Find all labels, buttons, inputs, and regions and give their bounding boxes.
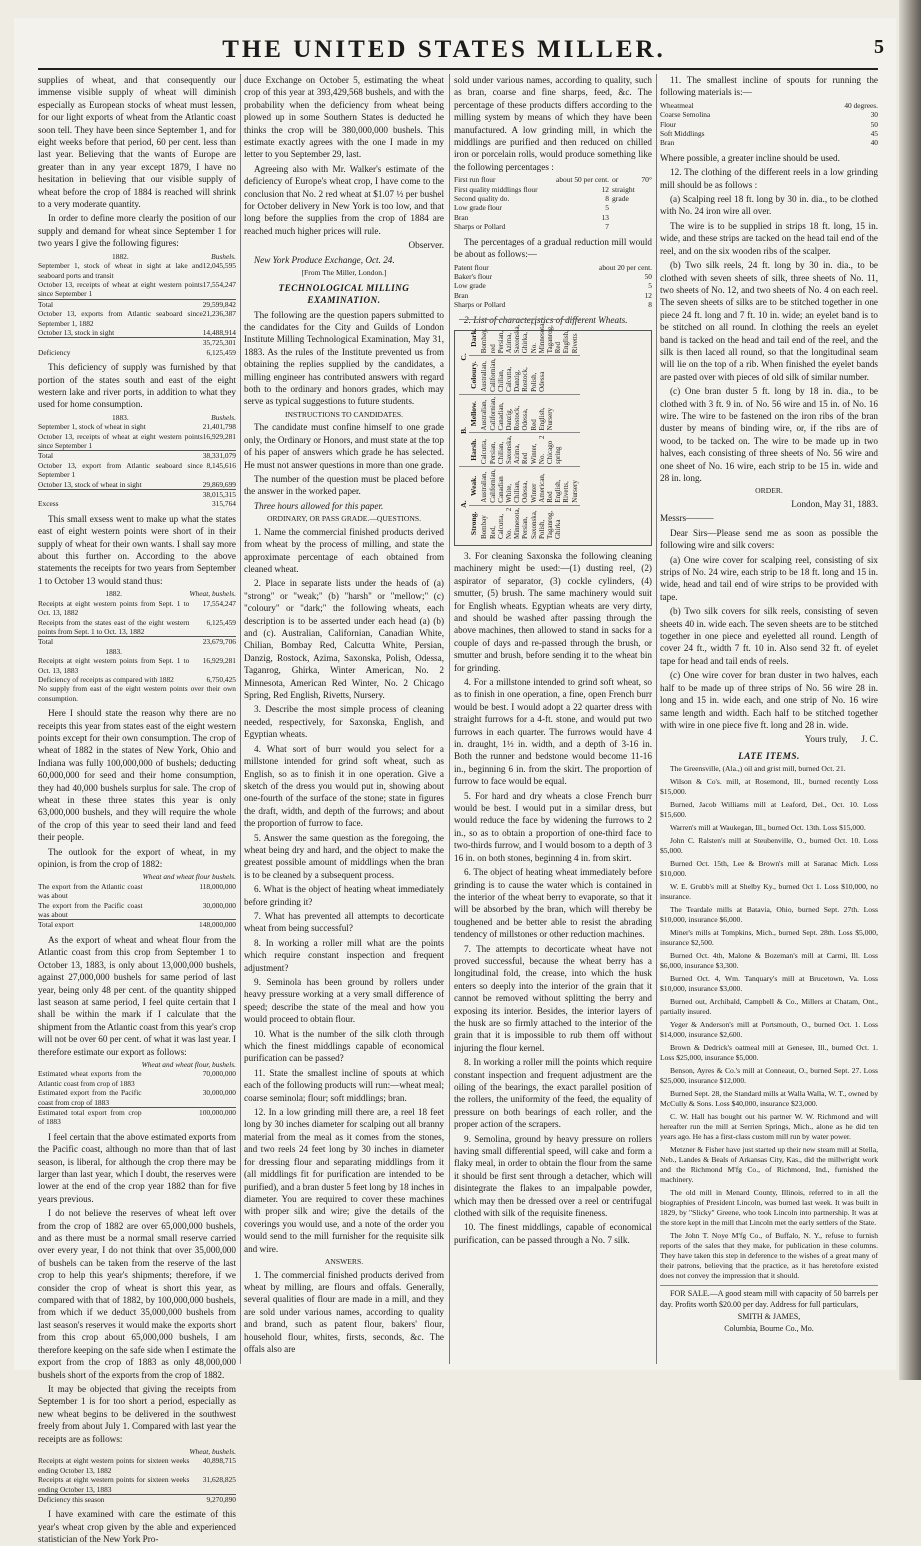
masthead-title: THE UNITED STATES MILLER.	[222, 36, 666, 63]
table-row	[38, 490, 236, 500]
row-value: 12	[601, 184, 609, 194]
question: 9. Seminola has been ground by rollers under heavy pressure working at a very small difference of speed; describe the state of the meal and how you would proceed to obtain flour.	[244, 977, 444, 1025]
table-row	[38, 348, 236, 357]
table-row	[38, 618, 236, 637]
table-row	[38, 1456, 236, 1475]
paragraph: I feel certain that the above estimated exports from the Pacific coast, although no more than that of last season, is liberal, for although the crop there may be larger than last year, which I doubt, the reserves were lower at the end of the crop year 1882 than for five years previous.	[38, 1131, 236, 1204]
table-row	[38, 451, 236, 461]
row-note: or 70° straight grade	[612, 175, 652, 204]
row-label: Coarse Semolina	[660, 110, 711, 120]
answer: 11. The smallest incline of spouts for running the following materials is:—	[660, 75, 878, 98]
table-row	[38, 882, 236, 901]
question: 2. Place in separate lists under the heads of (a) "strong" or "weak;" (b) "harsh" or "mellow;" (c) "coloury" or "dark;" the following wheats, each description is to be asserted under each head (a) (b) and (c). Australian, Californian, Canadian White, Chilian, Bombay Red, Calcutta White, Persian, Danzig, Rostock, Azima, Saxonska, Polish, Odessa, Taganrog, Ghirka, Winter American, No. 2 Minnesota, American Red Winter, No. 2 Chicago Spring, Red English, Rivetts, Nursery.	[244, 578, 444, 701]
paragraph: Where possible, a greater incline should be used.	[660, 152, 840, 163]
column-rule	[449, 74, 450, 1364]
question: 10. What is the number of the silk cloth through which the finest middlings capable of economical purification can be passed?	[244, 1028, 444, 1064]
row-label: Deficiency of receipts as compared with 1882	[38, 674, 174, 684]
answer: 1. The commercial finished products derived from wheat by milling, are flours and offals. Generally, several qualities of flour are made in a mill, and they are sold under various names, according to quality and brand, such as patent flour, bakers' flour, household flour, whites, firsts, seconds, &c. The offals also are	[244, 1269, 444, 1354]
table-row	[38, 261, 236, 280]
row-label: October 13, receipts of wheat at eight western points since September 1	[38, 279, 203, 299]
row-value: 40,898,715	[202, 1456, 236, 1466]
list-item: The Greensville, (Ala.,) oil and grist mill, burned Oct. 21.	[670, 764, 846, 774]
row-label: October 13, stock of wheat in sight	[38, 479, 142, 489]
row-value: 35,725,301	[202, 338, 236, 348]
book-binding-edge	[899, 0, 921, 1380]
row-label: Estimated export from the Pacific coast from crop of 1883	[38, 1088, 142, 1107]
question: 5. Answer the same question as the foregoing, the wheat being dry and hard, and the object to make the greatest possible amount of middlings when the bran is to be cleaned by a subsequent process.	[244, 832, 444, 880]
question: 11. State the smallest incline of spouts at which each of the following products will run:—wheat meal; coarse seminola; flour; soft middlings; bran.	[244, 1067, 444, 1103]
row-label: Receipts at eight western points for sixteen weeks ending October 13, 1883	[38, 1475, 190, 1494]
time-note: Three hours allowed for this paper.	[254, 500, 384, 511]
column-head: Weak.	[469, 467, 479, 506]
masthead-rule	[38, 68, 878, 70]
answer: 7. The attempts to decorticate wheat have not proved successful, because the wheat berry has a longitudinal fold, the crease, into which the husk enters so deeply into the interior of the grain that it cannot be removed without splitting the berry and exposing its interior. Besides, the interior layers of the husk are so firmly attached to the interior of the grain that it is impossible to rub them off without injuring the flour kernel.	[454, 943, 652, 1053]
row-value: 17,554,247	[202, 598, 236, 608]
paragraph: The candidate must confine himself to one grade only, the Ordinary or Honors, and must state at the top of his paper of answers which grade he has selected. He must not answer questions in more than one grade.	[244, 422, 444, 470]
row-label: Soft Middlings	[660, 129, 705, 139]
table-gradual-reduction	[454, 263, 652, 310]
row-value: 148,000,000	[143, 920, 236, 930]
table-low-grinding	[454, 175, 652, 231]
answer: 5. For hard and dry wheats a close French burr would be best. I would put in a similar dress, but would reduce the face by widening the furrows to 2 in., so as to obtain a proportion of one-third face to two-thirds furrow, and I would bosom to a depth of 3 16 in. on both stones, beginning 4 in. from skirt.	[454, 790, 652, 863]
table-row	[38, 1475, 236, 1494]
row-value: 8	[605, 194, 609, 204]
column-head: Harsh.	[469, 433, 479, 467]
paragraph: In order to define more clearly the position of our supply and demand for wheat since September 1 for two years I give the following figures:	[38, 213, 236, 249]
row-value: 29,599,842	[202, 299, 236, 309]
answer: 3. For cleaning Saxonska the following cleaning machinery might be used:—(1) dusting reel, (2) aspirator of separator, (3) cockle cylinders, (4) smutter, (5) brush. The same machinery would suit for English wheats. Egyptian wheats are very dirty, and should be washed after passing through the above machines, then allowed to stand in sacks for a couple of days and re-passed through the brush, or smutter and brush, before sending it to the wheat bin for grinding.	[454, 550, 652, 673]
table-row	[38, 328, 236, 338]
table-row	[38, 1494, 236, 1504]
late-items-list	[660, 764, 878, 1281]
row-label: First run flour	[454, 175, 496, 185]
unit-label: Wheat, bushels.	[189, 1446, 236, 1456]
paragraph: The following are the question papers submitted to the candidates for the City and Guilds of London Institute Milling Technological Examination, May 31, 1883. As the rules of the Institute prevented us from obtaining the replies supplied by the candidates, a milling engineer has contributed answers with regard both to the ordinary and honors grades, which may serve as typical suggestions to future students.	[244, 309, 444, 407]
row-label: October 13, exports from Atlantic seaboard since September 1, 1882	[38, 309, 203, 328]
table-row	[660, 110, 878, 119]
row-value: 6,125,459	[206, 347, 236, 357]
row-value: 40	[870, 138, 878, 148]
table-row	[38, 338, 236, 348]
paragraph: Here I should state the reason why there are no receipts this year from states east of the eight western points except for their own consumption. The crop of wheat of 1882 in the states of New York, Ohio and Indiana was fully 100,000,000 of bushels; deducting 60,000,000 for seed and their home consumption, they had 40,000 bushels surplus for sale. The crop of wheat in these three states this year is only 63,000,000 bushels, and they will require the whole of the crop of this year to seed their land and feed their people.	[38, 708, 236, 843]
list-item: Burned Oct. 15th, Lee & Brown's mill at Saranac Mich. Loss $10,000.	[660, 859, 878, 879]
table-sixteen-weeks	[38, 1447, 236, 1504]
column-2	[244, 74, 444, 1364]
row-value: 100,000,000	[142, 1107, 236, 1126]
paragraph: I do not believe the reserves of wheat left over from the crop of 1882 are over 65,000,000 bushels, and as there must be a normal small reserve carried over every year, I do not think that over 35,000,000 of bushels can be taken from the reserve of the last crop to help this year's shipments; therefore, if we consider the crop of wheat is short this year, as compared with that of 1882, by 100,000,000 bushels, from which if we deduct 35,000,000 bushels from last season's reserves it would make the exports short from this crop about 65,000,000 bushels, I am therefore keeping on the safe side when I estimate the export from the crop of 1883 as only 48,000,000 bushels short of the exports from the crop of 1882.	[38, 1208, 236, 1380]
section-heading: ORDINARY, OR PASS GRADE.—QUESTIONS.	[266, 514, 421, 524]
for-sale-ad	[660, 1285, 878, 1335]
article-heading: TECHNOLOGICAL MILLING EXAMINATION.	[278, 282, 410, 306]
table-row	[38, 1088, 236, 1107]
table-row	[660, 101, 878, 110]
row-value: 315,764	[211, 499, 236, 509]
table-1883-supply	[38, 413, 236, 509]
ad-text: FOR SALE.—A good steam mill with capacity of 50 barrels per day. Profits worth $20.00 per day. Address for full particulars,	[660, 1289, 878, 1309]
answer: 4. For a millstone intended to grind soft wheat, so as to finish in one operation, a fine, open French burr would be best. I would adopt a 22 quarter dress with straight furrows for a 4-ft. stone, and would put two furrows in each quarter. The furrows would have 4 in. draught, 1½ in. width, and a depth of 3-16 in. Both the runner and bedstone would become 11-16 in., beginning 6 in. from the skirt. The proportion of furrow to face would be equal.	[454, 677, 652, 787]
question: 3. Describe the most simple process of cleaning needed, respectively, for Saxonska, English, and Egyptian wheats.	[244, 704, 444, 740]
table-row	[38, 901, 236, 920]
paragraph: It may be objected that giving the receipts from September 1 is for too short a period, especially as new wheat begins to be delivered in the southwest freely from about July 1. Compared with last year the receipts are as follows:	[38, 1383, 236, 1444]
row-label: October 13, stock in sight	[38, 327, 115, 337]
table-row	[38, 480, 236, 490]
wheat-list: Bombay Red, Calcutta, No. 2 Minnesota, Persian, Saxonska, Polish, Taganrog, Ghirka	[479, 505, 579, 541]
paragraph: supplies of wheat, and that consequently our immense visible supply of wheat will diminish especially as European stocks of wheat must lessen, for our light exports of wheat from the Atlantic coast soon tell. They have been since September 1, and for eight weeks before that period, 60 per cent. less than last year. Believing that the wants of Europe are greater than in any year except 1879, I have no hesitation in believing that our visible supply of wheat before the crop of 1884 is reached will shrink to a very moderate quantity.	[38, 75, 236, 210]
unit-label: Bushels.	[211, 412, 236, 422]
table-row	[38, 920, 236, 930]
row-value: 17,554,247	[202, 279, 236, 289]
row-value: 70,000,000	[202, 1069, 236, 1079]
row-value: 5	[648, 281, 652, 291]
column-rule	[240, 74, 241, 1364]
unit-label: Bushels.	[211, 251, 236, 261]
paragraph: sold under various names, according to quality, such as bran, coarse and fine sharps, feed, &c. The percentage of these products differs according to the milling system by means of which they have been manufactured. A low grinding mill, in which the middlings are purified and then reduced on chilled iron or porcelain rolls, would produce something like the following percentages :	[454, 75, 652, 172]
row-label: Receipts from the states east of the eight western points from Sept. 1 to Oct. 13, 1882	[38, 617, 190, 636]
table-row	[38, 637, 236, 647]
unit-label: Wheat and wheat flour bushels.	[142, 872, 236, 882]
year-label: 1883.	[112, 412, 129, 422]
row-value: 29,869,699	[202, 479, 236, 489]
answer: 9. Semolina, ground by heavy pressure on rollers having small differential speed, will cake and form a flaky meal, in order to obtain the flour from the same it should be first sent through a detacher, which will disintegrate the flakes to an impalpable powder, which may then be dressed over a reel or centrifugal clothed with silk of the requisite fineness.	[454, 1133, 652, 1219]
list-item: The Teardale mills at Batavia, Ohio, burned Sept. 27th. Loss $10,000, insurance $6,000.	[660, 905, 878, 925]
row-label: Bran	[454, 212, 469, 222]
table-row	[38, 299, 236, 309]
row-label: October 13, export from Atlantic seaboard since September 1	[38, 460, 203, 480]
row-label: Total	[38, 637, 189, 647]
list-item: Warren's mill at Waukegan, Ill., burned Oct. 13th. Loss $15,000.	[670, 823, 866, 833]
wheat-list: Calcutta, Persian, Chilian, Saxonska, Azima, Red Winter, No. 2 Chicago spring	[479, 433, 579, 467]
paragraph: I have examined with care the estimate of this year's wheat crop given by the able and experienced statistician of the New York Pro-	[38, 1509, 236, 1545]
paragraph: This small exsess went to make up what the states east of eight western points were short of in their supply of wheat for their own wants. I shall say more about this further on. According to the above statements the receipts for two years from September 1 to October 13 would stand thus:	[38, 513, 236, 586]
row-value: 50	[644, 271, 652, 281]
wheat-list: Australian, Californian, Canadian, Danzig, Rostock, Odessa, Red English, Nursery	[479, 394, 579, 433]
section-heading: ANSWERS.	[324, 1256, 364, 1266]
paragraph: duce Exchange on October 5, estimating the wheat crop of this year at 393,429,568 bushels, and with the probability when the deficiency from wheat being plowed up in some Southern States is deducted he thinks the crop will be 380,000,000 bushels. This estimate exactly agrees with the one I made in my letter to you September 29, last.	[244, 75, 444, 160]
table-row	[38, 1069, 236, 1088]
row-label: Total	[38, 451, 203, 461]
column-4	[660, 74, 878, 1364]
paragraph: The percentages of a gradual reduction mill would be about as follows:—	[454, 236, 652, 260]
year-label: 1882.	[112, 251, 129, 261]
group-label: C.	[459, 319, 469, 394]
table-receipts	[38, 589, 236, 703]
row-value: 50	[870, 119, 878, 129]
row-value: 40 degrees.	[844, 100, 878, 110]
row-value: 118,000,000	[199, 881, 236, 891]
row-label: Bran	[660, 138, 675, 148]
question: 6. What is the object of heating wheat immediately before grinding it?	[244, 884, 444, 907]
list-item: The old mill in Menard County, Illinois, referred to in all the biographies of President Lincoln, was burned last week. It was built in 1829, by "Slicky" Greene, who took Lincoln into partnership. It was at the store kept in the mill that Lincoln met the early settlers of the State.	[660, 1188, 878, 1228]
signature: Observer.	[408, 240, 444, 251]
row-label: Total export	[38, 920, 143, 930]
column-head: Dark.	[469, 319, 479, 355]
question: 8. In working a roller mill what are the points which require constant inspection and frequent adjustment?	[244, 937, 444, 973]
ad-name: SMITH & JAMES,	[737, 1311, 801, 1321]
row-label: Receipts at eight western points from Sept. 1 to Oct. 13, 1883	[38, 656, 190, 675]
closing-text: Yours truly,	[804, 734, 848, 745]
row-value: 14,488,914	[202, 327, 236, 337]
newspaper-page	[14, 18, 896, 1545]
table-row	[38, 461, 236, 480]
paragraph: (c) One wire cover for bran duster in two halves, each half to be made up of three strips of No. 56 wire 28 in. long and 15 in. wide each, and one strip of No. 16 wire same length and width. Each half to be stitched together with wire in one piece five ft. long and 28 in. wide.	[660, 670, 878, 730]
table-row	[38, 280, 236, 299]
list-item: W. E. Grubb's mill at Shelby Ky., burned Oct 1. Loss $10,000, no insurance.	[660, 882, 878, 902]
order-date: London, May 31, 1883.	[791, 499, 878, 509]
row-value: 45	[870, 129, 878, 139]
table-row	[454, 300, 652, 309]
row-label: Bran	[454, 290, 469, 300]
column-head: Strong.	[469, 505, 479, 541]
late-items-heading: LATE ITEMS.	[738, 750, 800, 761]
row-value: 16,929,281	[202, 431, 236, 441]
column-1	[38, 74, 236, 1545]
table-row	[454, 272, 652, 281]
row-label: Low grade flour	[454, 203, 503, 213]
paragraph: (b) Two silk reels, 24 ft. long by 30 in. dia., to be clothed with seven sheets of silk, three sheets of No. 11, two sheets of No. 12, and two sheets of No. 4 on each reel. The seven sheets of silks are to be stitched together in one piece 24 ft. long and 7 ft. 10 in. wide; an eyelet band is to be stitched on all round. In clothing the reels an eyelet band is tacked on the head and tail end of the reel, and the silk is then laced all round, so that the longitudinal seam will lie on the top of a rib. When finished the eyelet bands are pasted over with pieces of old silk of similar number.	[660, 260, 878, 382]
paragraph: Agreeing also with Mr. Walker's estimate of the deficiency of Europe's wheat crop, I have come to the conclusion that No. 2 red wheat at $1.07 ½ per bushel for October delivery in New York is too low, and that long before the supplies from the crop of 1884 are reached much higher prices will rule.	[244, 163, 444, 236]
question: 1. Name the commercial finished products derived from wheat by the process of milling, and state the approximate percentage of each obtained from cleaned wheat.	[244, 526, 444, 574]
row-label: Wheatmeal	[660, 100, 694, 110]
row-value: 21,236,387	[202, 309, 236, 319]
row-value: 8	[648, 300, 652, 310]
group-label: B.	[459, 394, 469, 466]
answer: 10. The finest middlings, capable of economical purification, can be passed through a No. 7 silk.	[454, 1222, 652, 1245]
paragraph: The outlook for the export of wheat, in my opinion, is from the crop of 1882:	[38, 846, 236, 870]
column-rule	[656, 74, 657, 1364]
column-3	[454, 74, 652, 1364]
year-label: 1883.	[105, 646, 123, 656]
list-item: Brown & Dedrick's oatmeal mill at Genesee, Ill., burned Oct. 1. Loss $25,000, insurance $5,000.	[660, 1043, 878, 1063]
list-item: Benson, Ayres & Co.'s mill at Conneaut, O., burned Sept. 27. Loss $25,000, insurance $12,000.	[660, 1066, 878, 1086]
paragraph: The number of the question must be placed before the answer in the worked paper.	[244, 473, 444, 497]
year-label: 1882.	[105, 589, 123, 599]
row-value: 31,628,825	[202, 1475, 236, 1485]
row-value: 5	[605, 203, 609, 213]
row-label: The export from the Atlantic coast was about	[38, 881, 143, 901]
paragraph: (b) Two silk covers for silk reels, consisting of seven sheets 40 in. wide each. The seven sheets are to be stitched together in one piece and eyeletted all round. Length of cover 24 ft., width 7 ft. 10 in. Also send 32 ft. of eyelet tape for head and tail ends of reels.	[660, 606, 878, 666]
list-item: C. W. Hall has bought out his partner W. W. Richmond and will hereafter run the mill at Serrien Springs, Mich., alone as he did ten years ago. He has a first-class custom mill run by water power.	[660, 1112, 878, 1142]
row-label: Deficiency	[38, 347, 71, 357]
paragraph: (a) Scalping reel 18 ft. long by 30 in. dia., to be clothed with No. 24 iron wire all over.	[660, 194, 878, 217]
row-label: October 13, receipts of wheat at eight western points since September 1	[38, 431, 203, 450]
rotated-table	[459, 321, 653, 541]
paragraph: (c) One bran duster 5 ft. long by 18 in. dia., to be clothed with 3 ft. 9 in. of No. 56 wire and 15 in. of No. 16 wire. The wire to be fastened on the iron ribs of the bran duster by means of binding wire, or, if the ribs are of wood, to be tacked on. The wire to be made up in two halves, each consisting of three sheets of No. 56 wire and one sheet of No. 16 wire, each strip to be 15 in. wide and 28 in. long.	[660, 386, 878, 483]
row-value: 30,000,000	[202, 1088, 236, 1098]
table-row	[660, 120, 878, 129]
table-row	[38, 684, 236, 703]
row-label: September 1, stock of wheat in sight at lake and seaboard ports and transit	[38, 261, 203, 280]
table-row	[38, 422, 236, 431]
list-item: Metzner & Fisher have just started up their new steam mill at Stella, Neb., Landes & Beals of Arkansas City, Kas., did the millwright work and the Richmond M'fg Co., of Richmond, Ind., furnished the machinery.	[660, 1145, 878, 1185]
table-row	[454, 291, 652, 300]
answer: 8. In working a roller mill the points which require constant inspection and frequent adjustment are the oiling of the bearings, the exact parallel position of the rollers, the uniformity of the feed, the equality of pressure on both bearings of each roller, and the proper action of the scrapers.	[454, 1057, 652, 1130]
row-label: Patent flour	[454, 262, 489, 272]
table-export-1882	[38, 872, 236, 929]
row-value: 8,145,616	[206, 460, 236, 470]
table-row	[38, 432, 236, 451]
row-label: Second quality do.	[454, 194, 510, 204]
dateline: New York Produce Exchange, Oct. 24.	[254, 254, 395, 265]
unit-label: Wheat, bushels.	[189, 589, 236, 599]
row-value: 6,125,459	[206, 617, 236, 627]
source-line: [From The Miller, London.]	[301, 268, 387, 278]
row-label: Total	[38, 299, 203, 309]
row-value: 12	[644, 290, 652, 300]
table-row	[454, 263, 652, 272]
question: 12. In a low grinding mill there are, a reel 18 feet long by 30 inches diameter for scalping out all branny material from the meal as it comes from the stones, and two reels 24 feet long by 30 inches in diameter for dressing flour and separating middlings from it (all middlings fit for purification are intended to be purified), and a bran duster 5 feet long by 18 inches in diameter. You are required to cover these machines with proper silk and wire; give the details of the coverings you would use, and a note of the order you would send to the mill furnisher for the requisite silk and wire.	[244, 1107, 444, 1254]
page-number: 5	[874, 36, 884, 58]
question: 4. What sort of burr would you select for a millstone intended for grind soft wheat, such as English, so as to finish it in one operation. Give a sketch of the dress you would put in, showing about one-fourth of the surface of the stone; state in figures the draft, width, and depth of the furrows; and about the proportion of furrow to face.	[244, 743, 444, 829]
table-row	[38, 1107, 236, 1126]
table-row	[38, 599, 236, 618]
table-row	[38, 309, 236, 328]
row-value: 30,000,000	[202, 900, 236, 910]
list-item: Burned Oct. 4th, Malone & Bozeman's mill at Carmi, Ill. Loss $6,000, insurance $3,300.	[660, 951, 878, 971]
row-value: 23,679,706	[189, 637, 236, 647]
row-value: 16,929,281	[202, 656, 236, 666]
list-item: Miner's mills at Tompkins, Mich., burned Sept. 28th. Loss $5,000, insurance $2,500.	[660, 928, 878, 948]
list-item: Yeger & Anderson's mill at Portsmouth, O., burned Oct. 1. Loss $14,000, insurance $2,600.	[660, 1020, 878, 1040]
table-1882-supply	[38, 252, 236, 357]
wheat-characteristics-table	[454, 321, 652, 546]
row-label: Low grade	[454, 281, 486, 291]
row-value: 30	[870, 110, 878, 120]
list-item: Burned Sept. 28, the Standard mills at Walla Walla, W. T., owned by McCully & Sons. Loss $40,000, insurance $23,000.	[660, 1089, 878, 1109]
row-label: Excess	[38, 499, 59, 509]
closing	[660, 733, 878, 745]
list-item: Burned, Jacob Williams mill at Leaford, Del., Oct. 10. Loss $15,600.	[660, 800, 878, 820]
list-item: Burned out, Archibald, Campbell & Co., Millers at Chatam, Ont., partially insured.	[660, 997, 878, 1017]
row-label: Estimated wheat exports from the Atlantic coast from crop of 1883	[38, 1069, 142, 1088]
row-label: Baker's flour	[454, 271, 493, 281]
list-item: Burned Oct. 4, Wm. Tanquary's mill at Brucetown, Va. Loss $10,000, insurance $3,000.	[660, 974, 878, 994]
list-item: John C. Ralsten's mill at Steubenville, O., burned Oct. 10. Loss $5,000.	[660, 836, 878, 856]
row-value: 9,270,890	[189, 1494, 236, 1504]
table-spout-incline	[660, 101, 878, 148]
row-label: Receipts at eight western points from Sept. 1 to Oct. 13, 1882	[38, 598, 190, 618]
table-row	[660, 138, 878, 147]
row-label: Flour	[660, 119, 677, 129]
row-value: about 50 per cent.	[556, 175, 609, 185]
paragraph: Dear Sirs—Please send me as soon as possible the following wire and silk covers:	[660, 527, 878, 551]
table-export-1883	[38, 1060, 236, 1127]
section-heading: INSTRUCTIONS TO CANDIDATES.	[284, 409, 404, 419]
row-label: The export from the Pacific coast was about	[38, 900, 143, 920]
row-label: Deficiency this season	[38, 1494, 189, 1504]
question: 7. What has prevented all attempts to decorticate wheat from being successful?	[244, 910, 444, 934]
row-label: First quality middlings flour	[454, 184, 538, 194]
row-value: 38,331,079	[202, 451, 236, 461]
initials: J. C.	[861, 734, 878, 745]
wheat-list: Bombay, red Persian, Azima, Saxonska, Ghirka, No. 2 Minnesota, Taganrog, Red English, Rivetts	[479, 319, 579, 355]
row-label: Sharps or Pollard	[454, 222, 506, 232]
column-head: Mellow.	[469, 394, 479, 433]
group-label: A.	[459, 467, 469, 541]
table-row	[454, 281, 652, 290]
ad-place: Columbia, Bourne Co., Mo.	[724, 1324, 814, 1334]
paragraph: As the export of wheat and wheat flour from the Atlantic coast from this crop from September 1 to October 13, 1883, is only about 13,000,000 bushels, against 27,000,000 bushels for same period of last year, being only 48 per cent. of the quantity shipped last season at same period, I feel quite certain that I shall be within the mark if I calculate that the shipment from the Atlantic coast from this year's crop will not be over 60 per cent. of what it was last year. I therefore estimate our export as follows:	[38, 934, 236, 1057]
answer: 6. The object of heating wheat immediately before grinding is to cause the water which is contained in the interior of the wheat berry to evaporate, so that it will be absorbed by the bran, which will thereby be toughened and be better able to resist the abrading tendency of millstones or other reduction machines.	[454, 867, 652, 940]
row-value: 6,750,425	[206, 674, 236, 684]
list-item: Wilson & Co's. mill, at Rosemond, Ill., burned recently Loss $15,000.	[660, 777, 878, 797]
unit-label: Wheat and wheat flour, bushels.	[141, 1059, 236, 1069]
row-value: about 20 per cent.	[599, 262, 652, 272]
table-row	[660, 129, 878, 138]
paragraph: The wire is to be supplied in strips 18 ft. long, 15 in. wide, and these strips are tacked on the head tail end of the reel, and on the six wooden ribs of the scalper.	[660, 220, 878, 256]
row-value: 12,045,595	[202, 261, 236, 271]
order-heading: ORDER.	[755, 486, 783, 496]
list-item: The John T. Noye M'fg Co., of Buffalo, N. Y., refuse to furnish reports of the sales that they make, for publication in these columns. They have taken this step in deference to the wishes of a great many of their patrons, believing that the practice, as it has heretofore existed does not convey the impression that it should.	[660, 1231, 878, 1281]
row-label: Estimated total export from crop of 1883	[38, 1107, 142, 1127]
table-row	[38, 656, 236, 675]
row-value: 7	[605, 222, 609, 232]
list-heading: 2. List of characteristics of different Wheats.	[464, 314, 628, 325]
table-row	[454, 175, 652, 184]
row-label: Receipts at eight western points for sixteen weeks ending October 13, 1882	[38, 1456, 190, 1475]
column-head: Coloury.	[469, 356, 479, 395]
table-row	[38, 499, 236, 508]
wheat-list: Australian, Californian, Canadian White, Chilian, Odessa, Winter American, Red English, Rivetts, Nursery	[479, 467, 579, 506]
row-note: No supply from east of the eight western points over their own consumption.	[38, 684, 236, 703]
paragraph: (a) One wire cover for scalping reel, consisting of six strips of No. 24 wire, each strip to be 18 ft. long and 15 in. wide, head and tail end of wire strips to be provided with tape.	[660, 554, 878, 602]
order-addressee: Messrs———	[660, 513, 714, 524]
row-label: September 1, stock of wheat in sight	[38, 422, 146, 432]
paragraph: 12. The clothing of the different reels in a low grinding mill should be as follows :	[660, 167, 878, 190]
row-value: 38,015,315	[202, 490, 236, 500]
row-value: 13	[601, 212, 609, 222]
row-value: 21,401,798	[202, 422, 236, 432]
wheat-list: Australian, Californian, Chilian, Calcutta, Danzig, Rostock, Polish, Odessa	[479, 356, 579, 395]
table-row	[38, 675, 236, 684]
row-label: Sharps or Pollard	[454, 300, 506, 310]
paragraph: This deficiency of supply was furnished by that portion of the states south and east of the eight western lake and river ports, in addition to what they used for home consumption.	[38, 362, 236, 410]
